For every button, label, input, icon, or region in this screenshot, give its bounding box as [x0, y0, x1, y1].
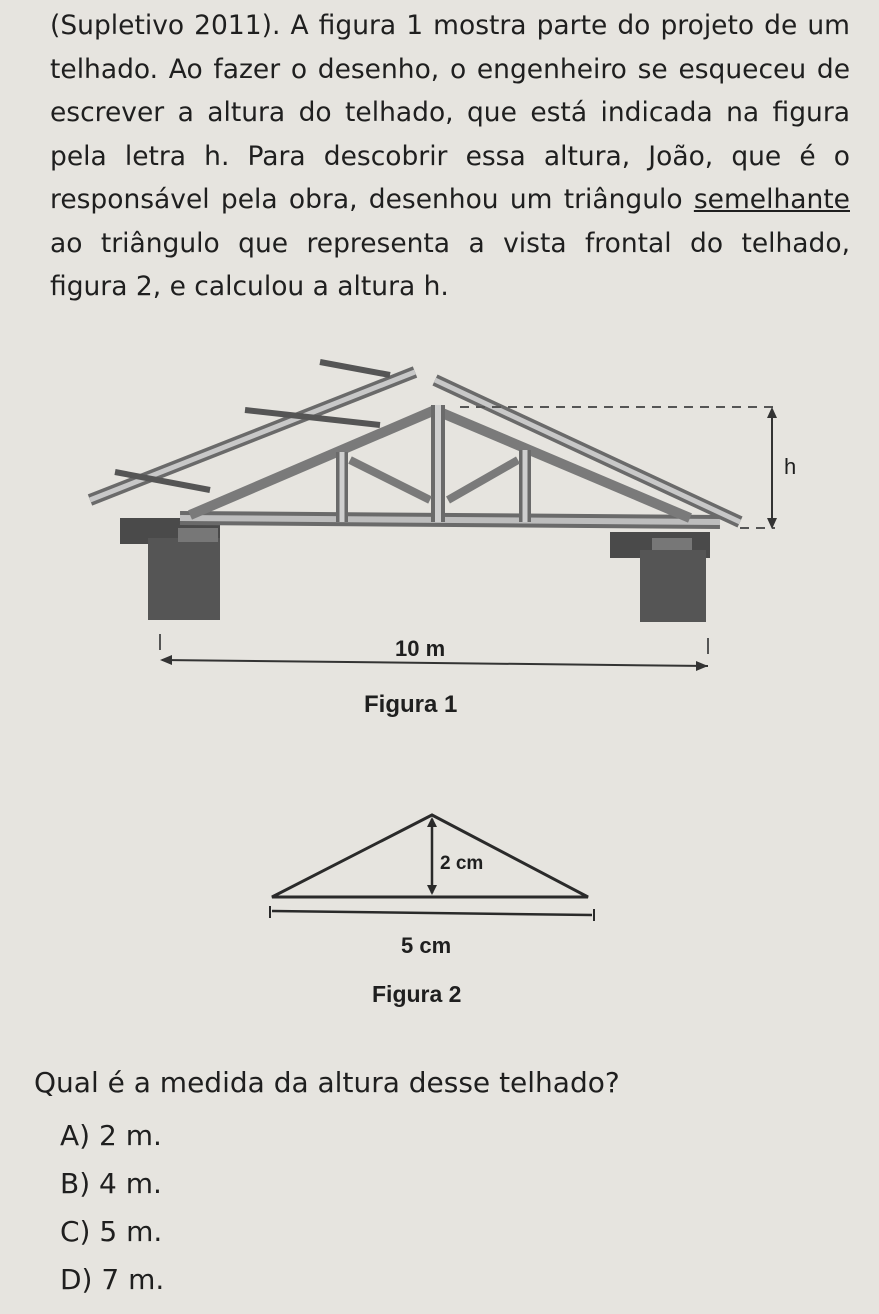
triangle-base-label: 5 cm: [401, 933, 452, 958]
problem-statement: [50, 4, 850, 309]
option-b[interactable]: B) 4 m.: [60, 1167, 162, 1200]
figure-2-caption: Figura 2: [372, 981, 462, 1007]
roof-truss-drawing: [80, 350, 840, 730]
triangle-base-dimension: [270, 906, 594, 958]
similar-triangle-drawing: [260, 805, 620, 1020]
width-label: 10 m: [395, 636, 446, 661]
statement-text-part2: ao triângulo que representa a vista frontal do telhado, figura 2, e calculou a altura h.: [50, 227, 850, 302]
triangle-height-label: 2 cm: [440, 853, 484, 874]
answer-options: [60, 1112, 164, 1304]
figure-2: [260, 805, 620, 1020]
question-text: Qual é a medida da altura desse telhado?: [34, 1066, 620, 1099]
truss-structure: [90, 362, 740, 522]
triangle: [272, 815, 588, 897]
statement-text-part1: (Supletivo 2011). A figura 1 mostra parte do projeto de um telhado. Ao fazer o desenho, o engenheiro se esqueceu de escrever a altura do telhado, que está indicada na figura pela letra h. Para descobrir essa altura, João, que é o responsável pela obra, desenhou um triângulo: [50, 10, 850, 215]
left-wall: [120, 518, 220, 620]
statement-underlined-word: semelhante: [693, 184, 850, 215]
figure-1-caption: Figura 1: [364, 691, 458, 718]
right-wall: [610, 532, 710, 622]
width-dimension: [160, 634, 708, 671]
height-label: h: [784, 454, 797, 479]
option-d[interactable]: D) 7 m.: [60, 1263, 165, 1296]
option-c[interactable]: C) 5 m.: [60, 1215, 163, 1248]
option-a[interactable]: A) 2 m.: [60, 1119, 162, 1152]
figure-1: [80, 350, 840, 730]
